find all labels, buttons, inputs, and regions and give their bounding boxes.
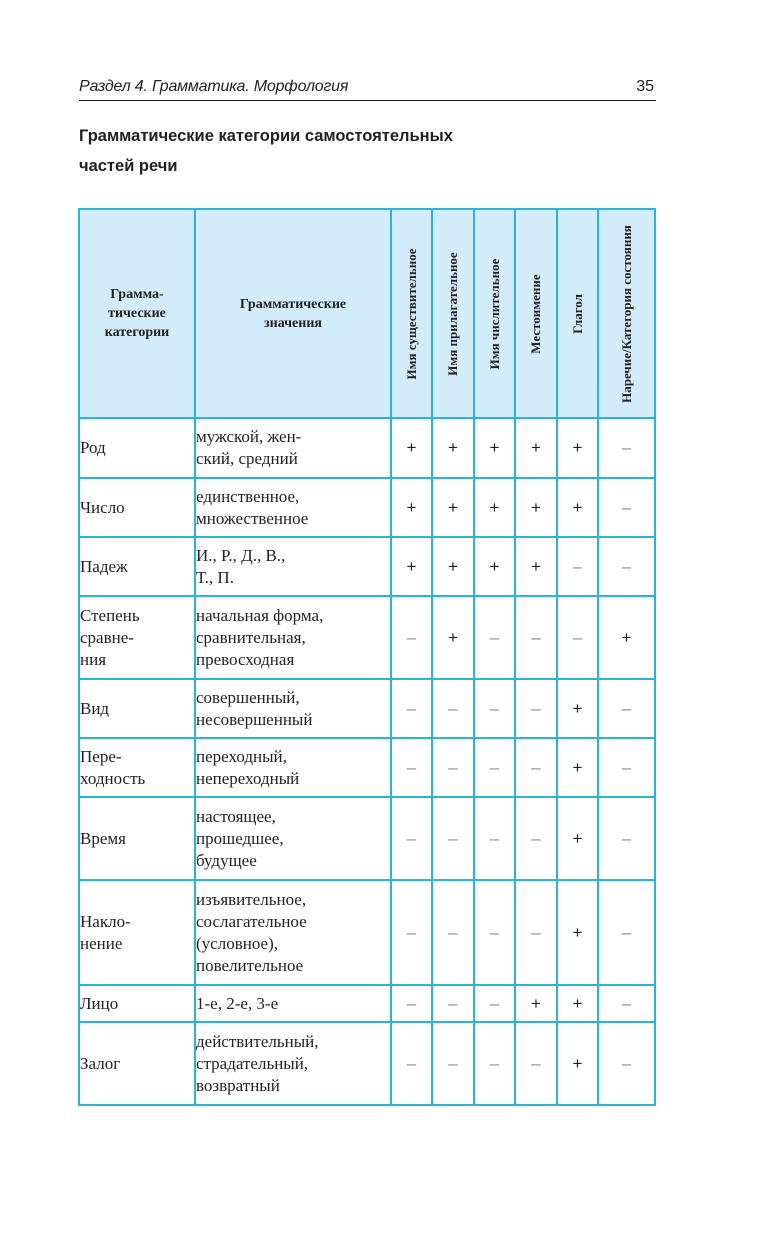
mark-cell: [474, 985, 515, 1022]
category-cell: Время: [79, 797, 195, 880]
values-cell: изъявительное, сослагательное (условное), повелительное: [195, 880, 391, 985]
mark-cell: [598, 797, 655, 880]
values-cell: начальная форма, сравнительная, превосходная: [195, 596, 391, 679]
table-row: [79, 596, 655, 679]
table-heading: [79, 121, 639, 181]
mark-cell: [515, 1022, 557, 1105]
mark-cell: [557, 418, 598, 478]
plus-mark: +: [448, 497, 458, 517]
header-verb: Глагол: [557, 209, 598, 418]
category-cell: Накло- нение: [79, 880, 195, 985]
header-adverb: Наречие/Категория состояния: [598, 209, 655, 418]
mark-cell: [557, 880, 598, 985]
category-cell: Род: [79, 418, 195, 478]
table-row: [79, 537, 655, 596]
table-row: [79, 738, 655, 797]
mark-cell: [515, 880, 557, 985]
minus-mark: –: [406, 627, 417, 647]
mark-cell: [391, 596, 432, 679]
minus-mark: –: [621, 757, 632, 777]
mark-cell: [598, 1022, 655, 1105]
minus-mark: –: [406, 757, 417, 777]
category-cell: Пере- ходность: [79, 738, 195, 797]
values-cell: 1-е, 2-е, 3-е: [195, 985, 391, 1022]
header-adjective: Имя прилагательное: [432, 209, 474, 418]
section-title: Раздел 4. Грамматика. Морфология: [79, 78, 349, 95]
mark-cell: [391, 797, 432, 880]
minus-mark: –: [489, 828, 500, 848]
mark-cell: [391, 985, 432, 1022]
table-row: [79, 679, 655, 738]
mark-cell: [474, 738, 515, 797]
plus-mark: +: [448, 556, 458, 576]
minus-mark: –: [621, 698, 632, 718]
minus-mark: –: [406, 993, 417, 1013]
minus-mark: –: [489, 1053, 500, 1073]
values-cell: единственное, множественное: [195, 478, 391, 537]
mark-cell: [557, 596, 598, 679]
table-row: [79, 478, 655, 537]
mark-cell: [557, 679, 598, 738]
minus-mark: –: [621, 993, 632, 1013]
values-cell: совершенный, несовершенный: [195, 679, 391, 738]
mark-cell: [391, 537, 432, 596]
category-cell: Степень сравне- ния: [79, 596, 195, 679]
plus-mark: +: [531, 438, 541, 457]
minus-mark: –: [621, 828, 632, 848]
header-pronoun: Местоимение: [515, 209, 557, 418]
mark-cell: [557, 985, 598, 1022]
mark-cell: [432, 478, 474, 537]
minus-mark: –: [621, 497, 632, 517]
plus-mark: +: [531, 497, 541, 517]
values-cell: действительный, страдательный, возвратный: [195, 1022, 391, 1105]
mark-cell: [474, 537, 515, 596]
minus-mark: –: [406, 698, 417, 718]
plus-mark: +: [621, 627, 632, 647]
mark-cell: [515, 537, 557, 596]
plus-mark: +: [572, 828, 583, 848]
minus-mark: –: [448, 1053, 458, 1073]
mark-cell: [598, 418, 655, 478]
mark-cell: [432, 797, 474, 880]
minus-mark: –: [448, 698, 458, 718]
minus-mark: –: [489, 698, 500, 718]
minus-mark: –: [489, 757, 500, 777]
plus-mark: +: [489, 556, 500, 576]
mark-cell: [515, 418, 557, 478]
minus-mark: –: [406, 1053, 417, 1073]
header-values: Грамматические значения: [195, 209, 391, 418]
plus-mark: +: [406, 556, 417, 576]
mark-cell: [432, 1022, 474, 1105]
plus-mark: +: [489, 497, 500, 517]
mark-cell: [557, 738, 598, 797]
minus-mark: –: [531, 698, 541, 718]
mark-cell: [557, 537, 598, 596]
minus-mark: –: [531, 757, 541, 777]
plus-mark: +: [572, 922, 583, 942]
heading-line-2: частей речи: [79, 157, 178, 175]
minus-mark: –: [448, 922, 458, 942]
header-row: [79, 209, 655, 418]
minus-mark: –: [489, 627, 500, 647]
category-cell: Число: [79, 478, 195, 537]
minus-mark: –: [531, 627, 541, 647]
mark-cell: [474, 596, 515, 679]
mark-cell: [515, 679, 557, 738]
running-head: [79, 76, 656, 101]
mark-cell: [432, 985, 474, 1022]
mark-cell: [391, 738, 432, 797]
mark-cell: [557, 478, 598, 537]
mark-cell: [391, 418, 432, 478]
mark-cell: [432, 596, 474, 679]
page-number: 35: [636, 78, 654, 95]
mark-cell: [474, 478, 515, 537]
mark-cell: [432, 679, 474, 738]
plus-mark: +: [572, 497, 583, 517]
mark-cell: [515, 797, 557, 880]
plus-mark: +: [531, 556, 541, 576]
mark-cell: [598, 537, 655, 596]
mark-cell: [391, 679, 432, 738]
plus-mark: +: [448, 438, 458, 457]
category-cell: Падеж: [79, 537, 195, 596]
plus-mark: +: [406, 497, 417, 517]
table-row: [79, 1022, 655, 1105]
mark-cell: [598, 880, 655, 985]
mark-cell: [474, 880, 515, 985]
plus-mark: +: [448, 627, 458, 647]
minus-mark: –: [621, 922, 632, 942]
heading-line-1: Грамматические категории самостоятельных: [79, 127, 453, 145]
mark-cell: [598, 985, 655, 1022]
plus-mark: +: [489, 438, 500, 457]
minus-mark: –: [572, 627, 583, 647]
grammar-categories-table: [78, 208, 656, 1106]
minus-mark: –: [621, 438, 632, 457]
plus-mark: +: [572, 438, 583, 457]
table-body: [79, 418, 655, 1105]
mark-cell: [474, 418, 515, 478]
minus-mark: –: [489, 993, 500, 1013]
mark-cell: [391, 1022, 432, 1105]
minus-mark: –: [531, 1053, 541, 1073]
table-row: [79, 880, 655, 985]
minus-mark: –: [621, 556, 632, 576]
minus-mark: –: [406, 828, 417, 848]
plus-mark: +: [572, 1053, 583, 1073]
mark-cell: [515, 596, 557, 679]
table-row: [79, 985, 655, 1022]
category-cell: Залог: [79, 1022, 195, 1105]
minus-mark: –: [621, 1053, 632, 1073]
mark-cell: [557, 1022, 598, 1105]
mark-cell: [474, 679, 515, 738]
minus-mark: –: [406, 922, 417, 942]
header-categories: Грамма- тические категории: [79, 209, 195, 418]
mark-cell: [391, 478, 432, 537]
plus-mark: +: [572, 698, 583, 718]
mark-cell: [515, 985, 557, 1022]
plus-mark: +: [572, 757, 583, 777]
category-cell: Вид: [79, 679, 195, 738]
mark-cell: [598, 596, 655, 679]
table-row: [79, 797, 655, 880]
plus-mark: +: [572, 993, 583, 1013]
mark-cell: [598, 679, 655, 738]
mark-cell: [432, 418, 474, 478]
minus-mark: –: [448, 993, 458, 1013]
mark-cell: [598, 478, 655, 537]
minus-mark: –: [448, 828, 458, 848]
mark-cell: [432, 537, 474, 596]
header-numeral: Имя числительное: [474, 209, 515, 418]
minus-mark: –: [489, 922, 500, 942]
mark-cell: [432, 738, 474, 797]
table-row: [79, 418, 655, 478]
minus-mark: –: [572, 556, 583, 576]
values-cell: мужской, жен- ский, средний: [195, 418, 391, 478]
mark-cell: [432, 880, 474, 985]
category-cell: Лицо: [79, 985, 195, 1022]
minus-mark: –: [531, 922, 541, 942]
mark-cell: [474, 797, 515, 880]
mark-cell: [598, 738, 655, 797]
plus-mark: +: [406, 438, 417, 457]
minus-mark: –: [448, 757, 458, 777]
values-cell: переходный, непереходный: [195, 738, 391, 797]
mark-cell: [515, 738, 557, 797]
mark-cell: [557, 797, 598, 880]
header-noun: Имя существительное: [391, 209, 432, 418]
values-cell: И., Р., Д., В., Т., П.: [195, 537, 391, 596]
mark-cell: [391, 880, 432, 985]
minus-mark: –: [531, 828, 541, 848]
mark-cell: [515, 478, 557, 537]
plus-mark: +: [531, 993, 541, 1013]
mark-cell: [474, 1022, 515, 1105]
values-cell: настоящее, прошедшее, будущее: [195, 797, 391, 880]
